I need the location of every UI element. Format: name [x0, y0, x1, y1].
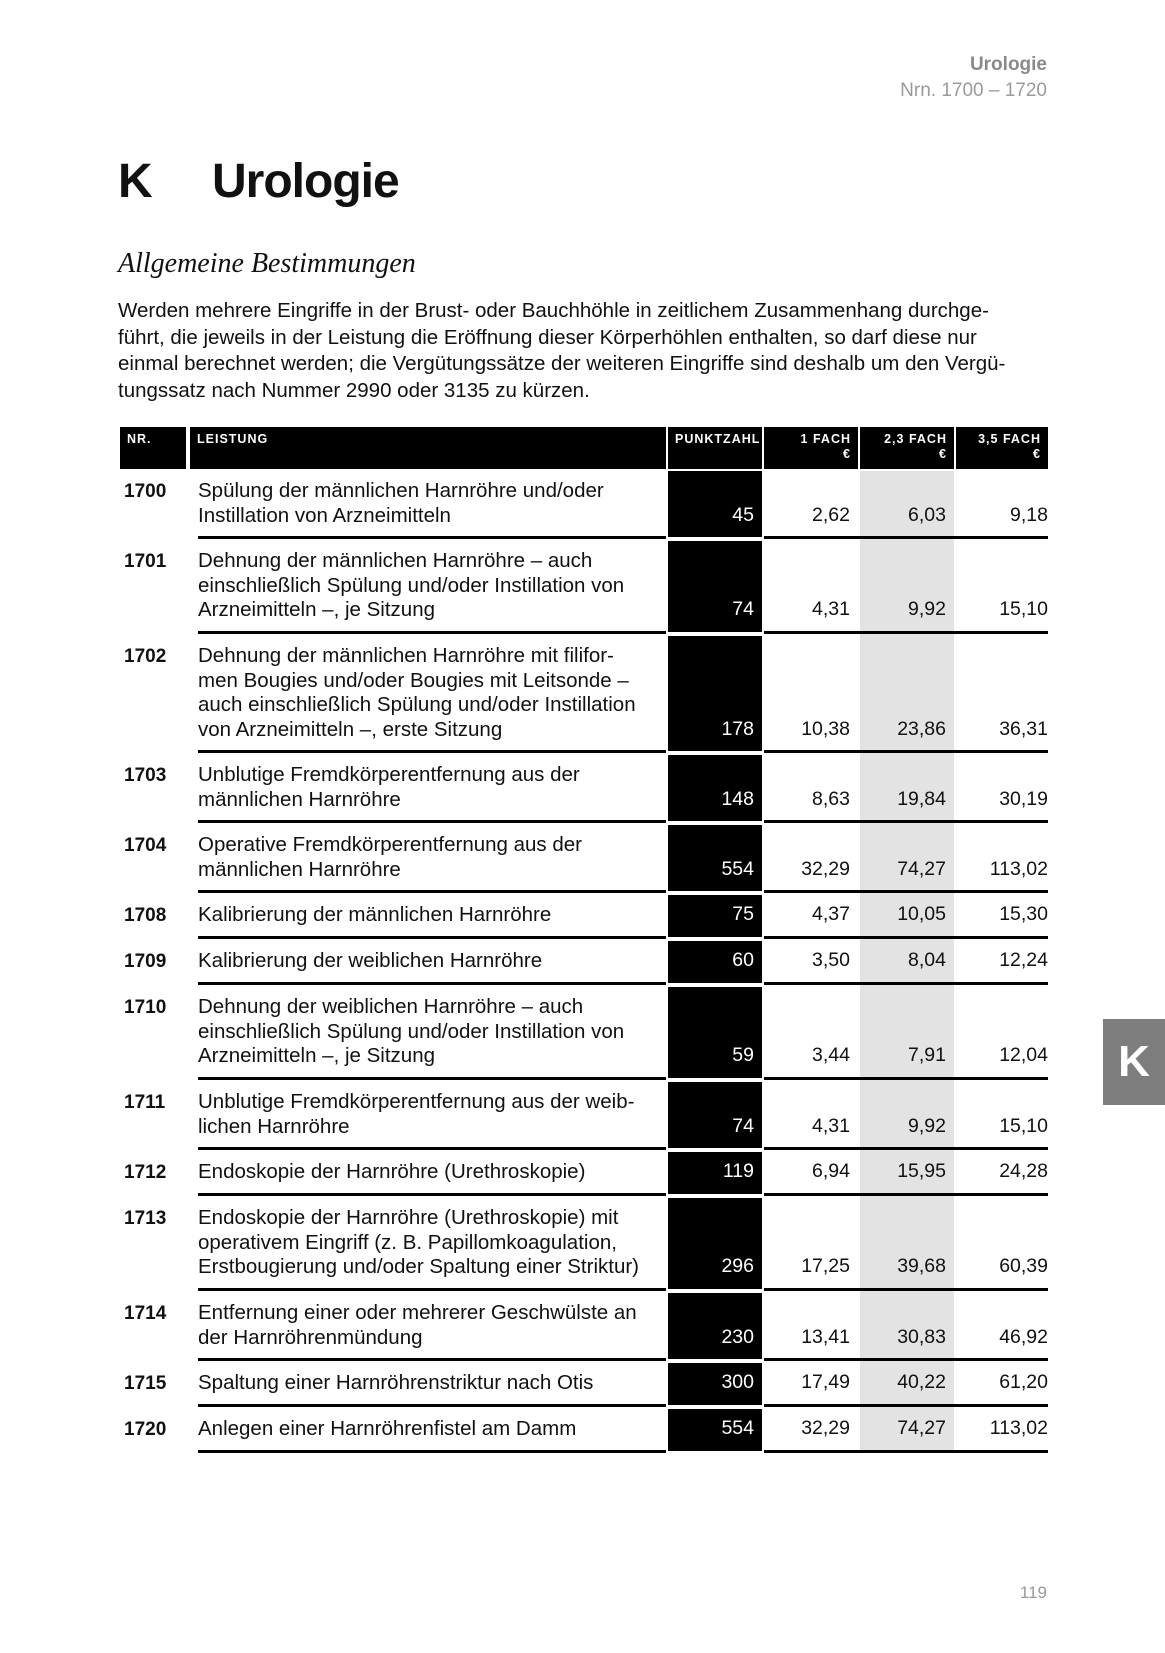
fee-1fach: 32,29 — [801, 857, 850, 880]
description-line: Unblutige Fremdkörperentfernung aus der weib- — [198, 1090, 635, 1113]
fee-35fach: 12,04 — [999, 1044, 1048, 1066]
description-line: Arzneimitteln –, je Sitzung — [198, 598, 436, 621]
row-description — [198, 833, 658, 882]
intro-line: führt, die jeweils in der Leistung die Eröffnung dieser Körperhöhlen enthalten, so darf diese nur — [118, 325, 977, 349]
running-head-title: Urologie — [969, 54, 1047, 75]
fee-23fach: 30,83 — [897, 1325, 946, 1348]
description-line: Spaltung einer Harnröhrenstriktur nach Otis — [198, 1371, 594, 1394]
fee-35fach: 30,19 — [999, 787, 1048, 810]
row-number: 1710 — [124, 997, 167, 1018]
table-row — [120, 1361, 1048, 1407]
points-value: 74 — [732, 598, 754, 620]
row-points — [668, 1152, 762, 1194]
fee-1fach: 3,50 — [812, 949, 850, 971]
running-head — [900, 52, 1047, 104]
row-points — [668, 636, 762, 751]
intro-line: tungssatz nach Nummer 2990 oder 3135 zu kürzen. — [118, 378, 590, 402]
points-value: 296 — [721, 1255, 754, 1277]
header-punktzahl: PUNKTZAHL — [668, 427, 762, 469]
fee-1fach: 6,94 — [812, 1160, 850, 1182]
row-description — [198, 549, 658, 623]
fee-1fach: 8,63 — [812, 787, 850, 810]
header-1fach-label: 1 FACH — [800, 432, 851, 446]
header-nr: NR. — [120, 427, 186, 469]
description-line: Unblutige Fremdkörperentfernung aus der — [198, 763, 580, 786]
description-line: Spülung der männlichen Harnröhre und/oder — [198, 479, 604, 502]
fee-35fach: 46,92 — [999, 1325, 1048, 1348]
row-description — [198, 1417, 658, 1442]
description-line: Kalibrierung der weiblichen Harnröhre — [198, 949, 543, 972]
row-divider — [198, 1450, 666, 1453]
header-leistung: LEISTUNG — [190, 427, 666, 469]
row-points — [668, 471, 762, 537]
row-number: 1712 — [124, 1162, 167, 1183]
row-number: 1715 — [124, 1373, 167, 1394]
row-number: 1704 — [124, 835, 167, 856]
row-description — [198, 479, 658, 528]
fee-35fach: 113,02 — [989, 857, 1048, 880]
fee-1fach: 4,31 — [812, 1114, 850, 1137]
points-value: 59 — [732, 1044, 754, 1066]
fee-1fach: 13,41 — [801, 1325, 850, 1348]
header-35fach-label: 3,5 FACH — [978, 432, 1041, 446]
row-number: 1708 — [124, 905, 167, 926]
description-line: einschließlich Spülung und/oder Instillation von — [198, 573, 625, 597]
fee-23fach: 23,86 — [897, 717, 946, 740]
chapter-tab-marker: K — [1103, 1019, 1165, 1105]
running-head-range: Nrn. 1700 – 1720 — [900, 80, 1047, 101]
fee-23fach: 10,05 — [897, 903, 946, 925]
header-1fach-currency: € — [843, 447, 851, 461]
row-points — [668, 1409, 762, 1451]
table-row — [120, 469, 1048, 539]
row-points — [668, 1363, 762, 1405]
row-points — [668, 825, 762, 891]
points-value: 300 — [721, 1371, 754, 1393]
table-row — [120, 1407, 1048, 1453]
row-description — [198, 949, 658, 974]
description-line: männlichen Harnröhre — [198, 787, 401, 811]
fee-23fach: 9,92 — [908, 598, 946, 620]
table-row — [120, 539, 1048, 634]
points-value: 230 — [721, 1325, 754, 1348]
description-line: der Harnröhrenmündung — [198, 1325, 423, 1349]
table-row — [120, 939, 1048, 985]
row-points — [668, 755, 762, 821]
description-line: Dehnung der weiblichen Harnröhre – auch — [198, 995, 584, 1018]
points-value: 75 — [732, 903, 754, 925]
table-row — [120, 1291, 1048, 1361]
description-line: Endoskopie der Harnröhre (Urethroskopie) — [198, 1160, 586, 1183]
table-row — [120, 1196, 1048, 1291]
table-row — [120, 1150, 1048, 1196]
description-line: Dehnung der männlichen Harnröhre mit filifor- — [198, 644, 614, 667]
fee-35fach: 113,02 — [989, 1417, 1048, 1439]
fee-35fach: 15,10 — [999, 598, 1048, 620]
header-35fach-currency: € — [1033, 447, 1041, 461]
page-number: 119 — [1019, 1583, 1047, 1602]
fee-1fach: 4,37 — [812, 903, 850, 925]
fee-1fach: 2,62 — [812, 503, 850, 526]
fee-1fach: 17,25 — [801, 1255, 850, 1277]
fee-35fach: 24,28 — [999, 1160, 1048, 1182]
description-line: einschließlich Spülung und/oder Instillation von — [198, 1019, 625, 1043]
table-body — [120, 469, 1048, 1453]
fee-35fach: 60,39 — [999, 1255, 1048, 1277]
fee-23fach: 7,91 — [908, 1044, 946, 1066]
row-points — [668, 541, 762, 632]
row-number: 1701 — [124, 551, 167, 572]
points-value: 554 — [721, 1417, 754, 1439]
description-line: von Arzneimitteln –, erste Sitzung — [198, 717, 503, 741]
fee-35fach: 12,24 — [999, 949, 1048, 971]
intro-line: einmal berechnet werden; die Vergütungssätze der weiteren Eingriffe sind deshalb um den Vergü- — [118, 352, 1006, 375]
description-line: Kalibrierung der männlichen Harnröhre — [198, 903, 552, 926]
table-row — [120, 634, 1048, 753]
fee-23fach: 74,27 — [897, 1417, 946, 1439]
fee-23fach: 6,03 — [908, 503, 946, 526]
description-line: Dehnung der männlichen Harnröhre – auch — [198, 549, 593, 572]
row-number: 1713 — [124, 1208, 167, 1229]
points-value: 74 — [732, 1114, 754, 1137]
points-value: 60 — [732, 949, 754, 971]
description-line: Erstbougierung und/oder Spaltung einer Striktur) — [198, 1255, 640, 1278]
fee-35fach: 15,30 — [999, 903, 1048, 925]
description-line: operativem Eingriff (z. B. Papillomkoagulation, — [198, 1230, 617, 1254]
chapter-heading — [118, 152, 399, 212]
row-number: 1700 — [124, 481, 167, 502]
description-line: Arzneimitteln –, je Sitzung — [198, 1044, 436, 1067]
fee-23fach: 19,84 — [897, 787, 946, 810]
row-number: 1702 — [124, 646, 167, 667]
description-line: auch einschließlich Spülung und/oder Instillation — [198, 693, 636, 716]
header-35fach — [956, 427, 1048, 469]
points-value: 148 — [721, 787, 754, 810]
row-description — [198, 903, 658, 928]
intro-line: Werden mehrere Eingriffe in der Brust- oder Bauchhöhle in zeitlichem Zusammenhang durchge- — [118, 299, 989, 322]
intro-paragraph — [118, 298, 1048, 404]
description-line: Endoskopie der Harnröhre (Urethroskopie) mit — [198, 1206, 619, 1229]
points-value: 45 — [732, 503, 754, 526]
table-row — [120, 985, 1048, 1080]
fee-35fach: 15,10 — [999, 1114, 1048, 1137]
fee-35fach: 36,31 — [999, 717, 1048, 740]
row-description — [198, 995, 658, 1069]
table-row — [120, 823, 1048, 893]
row-number: 1711 — [124, 1092, 166, 1113]
header-23fach-currency: € — [939, 447, 947, 461]
fee-1fach: 3,44 — [812, 1044, 850, 1066]
row-description — [198, 1160, 658, 1185]
row-description — [198, 644, 658, 742]
row-number: 1714 — [124, 1303, 167, 1324]
description-line: men Bougies und/oder Bougies mit Leitsonde – — [198, 668, 629, 692]
chapter-title: Urologie — [212, 155, 399, 208]
header-1fach — [764, 427, 858, 469]
description-line: Anlegen einer Harnröhrenfistel am Damm — [198, 1417, 577, 1440]
row-points — [668, 1198, 762, 1289]
table-row — [120, 753, 1048, 823]
row-number: 1709 — [124, 951, 167, 972]
fee-1fach: 10,38 — [801, 717, 850, 740]
table-row — [120, 893, 1048, 939]
points-value: 178 — [721, 717, 754, 740]
row-number: 1703 — [124, 765, 167, 786]
row-number: 1720 — [124, 1419, 167, 1440]
description-line: männlichen Harnröhre — [198, 857, 401, 881]
chapter-letter: K — [118, 155, 152, 208]
fee-1fach: 4,31 — [812, 598, 850, 620]
fee-23fach: 74,27 — [897, 857, 946, 880]
fee-table — [120, 427, 1048, 1453]
row-points — [668, 1082, 762, 1148]
fee-1fach: 17,49 — [801, 1371, 850, 1393]
row-description — [198, 763, 658, 812]
fee-23fach: 15,95 — [897, 1160, 946, 1182]
header-23fach — [860, 427, 954, 469]
row-description — [198, 1206, 658, 1280]
row-description — [198, 1301, 658, 1350]
description-line: Instillation von Arzneimitteln — [198, 503, 451, 527]
fee-35fach: 9,18 — [1010, 503, 1048, 526]
fee-23fach: 39,68 — [897, 1255, 946, 1277]
row-points — [668, 1293, 762, 1359]
points-value: 119 — [722, 1160, 754, 1182]
row-points — [668, 987, 762, 1078]
row-points — [668, 941, 762, 983]
header-23fach-label: 2,3 FACH — [884, 432, 947, 446]
fee-1fach: 32,29 — [801, 1417, 850, 1439]
fee-23fach: 9,92 — [908, 1114, 946, 1137]
table-header — [120, 427, 1048, 469]
fee-35fach: 61,20 — [999, 1371, 1048, 1393]
points-value: 554 — [721, 857, 754, 880]
description-line: Operative Fremdkörperentfernung aus der — [198, 833, 583, 856]
row-points — [668, 895, 762, 937]
row-divider — [764, 1450, 1048, 1453]
row-description — [198, 1090, 658, 1139]
fee-23fach: 40,22 — [897, 1371, 946, 1393]
table-row — [120, 1080, 1048, 1150]
description-line: Entfernung einer oder mehrerer Geschwülste an — [198, 1301, 637, 1324]
description-line: lichen Harnröhre — [198, 1114, 350, 1138]
fee-23fach: 8,04 — [908, 949, 946, 971]
row-description — [198, 1371, 658, 1396]
section-title: Allgemeine Bestimmungen — [118, 248, 416, 279]
